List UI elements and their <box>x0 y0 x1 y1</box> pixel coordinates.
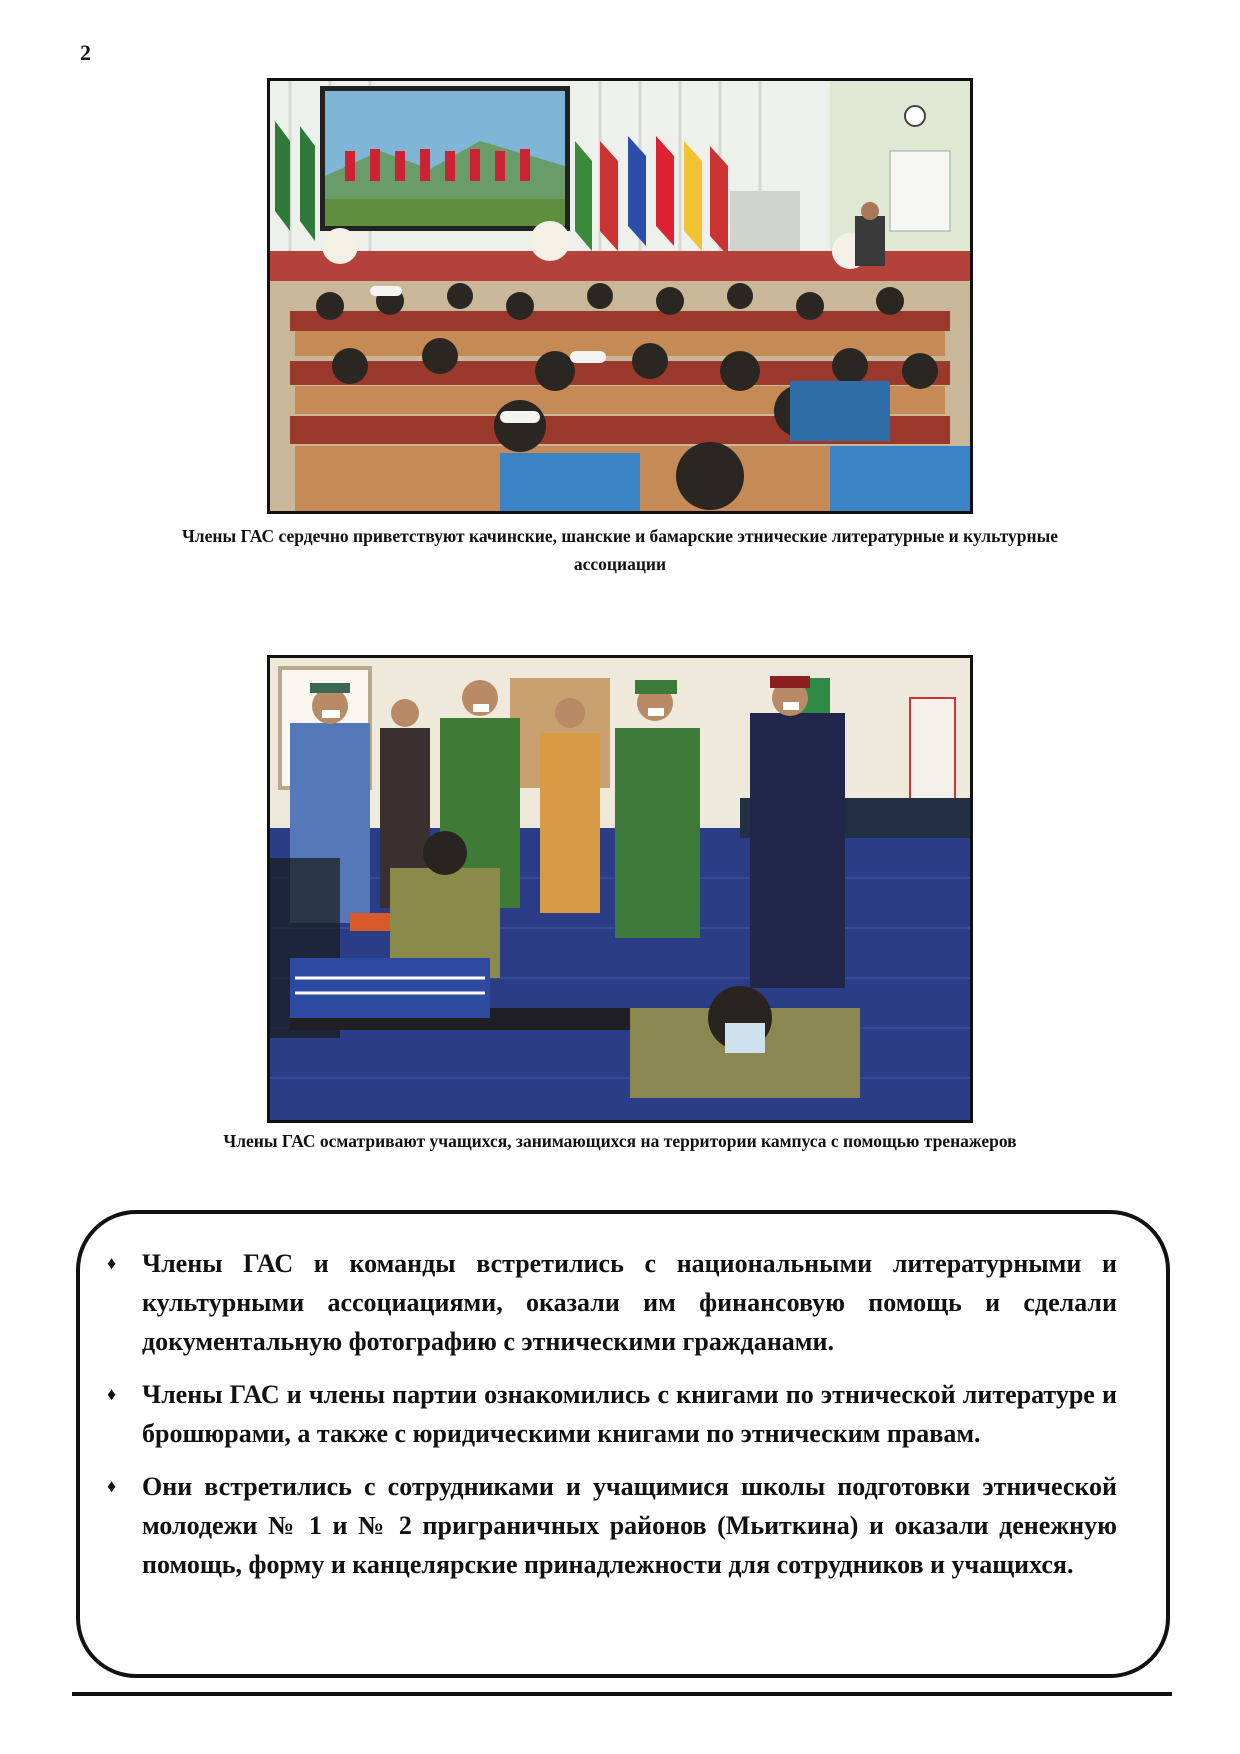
diamond-bullet-icon: ♦ <box>107 1384 117 1404</box>
gym-inspection-photo <box>267 655 973 1123</box>
list-item <box>107 1244 1117 1361</box>
list-item <box>107 1375 1117 1453</box>
list-item-text: Члены ГАС и члены партии ознакомились с книгами по этнической литературе и брошюрами, а также с юридическими книгами по этническим правам. <box>142 1380 1117 1448</box>
conference-hall-photo <box>267 78 973 514</box>
list-item <box>107 1467 1117 1584</box>
list-item-text: Они встретились с сотрудниками и учащимися школы подготовки этнической молодежи № 1 и № 2 приграничных районов (Мьиткина) и оказали денежную помощь, форму и канцелярские принадлежности для сотрудников и учащихся. <box>142 1472 1117 1579</box>
list-item-text: Члены ГАС и команды встретились с национальными литературными и культурными ассоциациями, оказали им финансовую помощь и сделали документальную фотографию с этническими гражданами. <box>142 1249 1117 1356</box>
photo-caption: Члены ГАС сердечно приветствуют качинские, шанские и бамарские этнические литературные и культурные ассоциации <box>181 526 1059 574</box>
bottom-divider <box>72 1692 1172 1696</box>
diamond-bullet-icon: ♦ <box>107 1253 117 1273</box>
summary-box <box>76 1210 1170 1678</box>
photo-caption: Члены ГАС осматривают учащихся, занимающихся на территории кампуса с помощью тренажеров <box>223 1131 1017 1151</box>
page-number: 2 <box>80 40 91 65</box>
diamond-bullet-icon: ♦ <box>107 1476 117 1496</box>
summary-list <box>107 1244 1117 1598</box>
